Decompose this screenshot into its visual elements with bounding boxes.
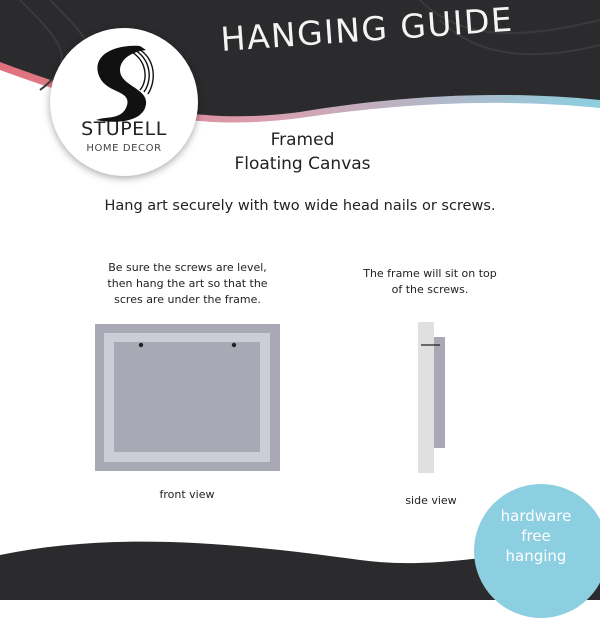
brand-name: STUPELL <box>81 118 167 140</box>
side-view-caption: side view <box>405 494 457 507</box>
front-note <box>80 260 295 308</box>
canvas <box>114 342 260 452</box>
side-view-diagram <box>418 322 445 473</box>
front-note-line: then hang the art so that the <box>107 277 268 290</box>
badge-line: free <box>521 527 551 545</box>
page-title: HANGING GUIDE <box>219 0 515 59</box>
front-note-line: Be sure the screws are level, <box>108 261 267 274</box>
side-note-line: of the screws. <box>391 283 469 296</box>
screw-left <box>139 343 143 347</box>
side-note <box>340 266 520 298</box>
canvas-side <box>434 337 445 448</box>
instruction: Hang art securely with two wide head nails or screws. <box>104 198 496 214</box>
brand-tagline: HOME DECOR <box>86 143 162 154</box>
front-view-diagram <box>95 324 280 471</box>
badge-line: hardware <box>500 507 572 525</box>
hardware-free-badge <box>474 484 600 618</box>
product-line-1: Framed <box>270 130 335 150</box>
badge-line: hanging <box>505 547 567 565</box>
side-note-line: The frame will sit on top <box>363 267 497 280</box>
screw-right <box>232 343 236 347</box>
front-note-line: scres are under the frame. <box>114 293 261 306</box>
front-view-caption: front view <box>159 488 215 501</box>
product-line-2: Floating Canvas <box>234 154 371 174</box>
